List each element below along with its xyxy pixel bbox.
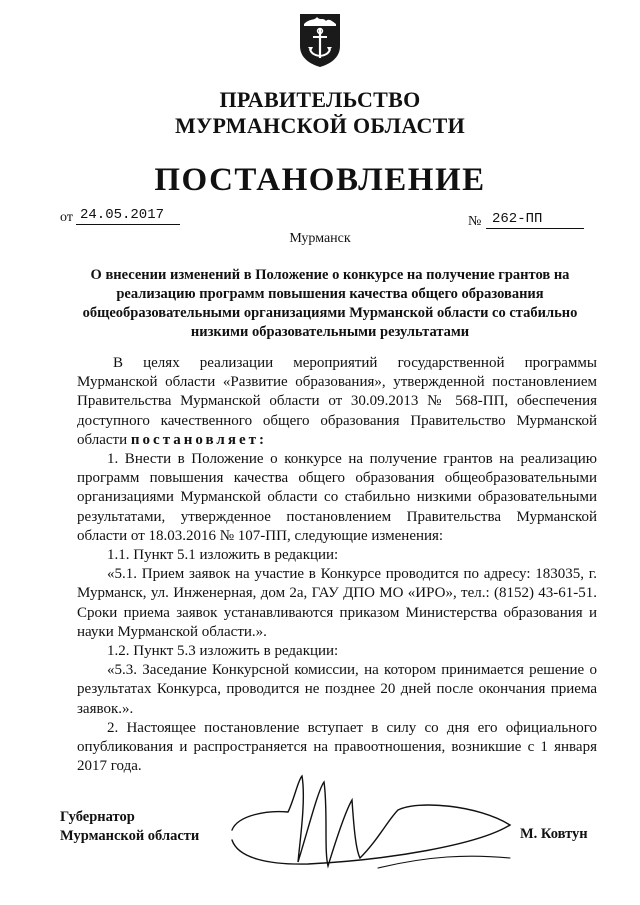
paragraph-1: 1. Внести в Положение о конкурсе на получение грантов на реализацию программ повышения качества общего образования общеобразовательными организациями Мурманской области со стабильно низкими образовательными результатами, утвержденное постановлением Правительства Мурманской области от 18.03.2016 № 107-ПП, следующие изменения: xyxy=(77,451,597,544)
document-subject: О внесении изменений в Положение о конкурсе на получение грантов на реализацию программ повышения качества общего образования общеобразовательными организациями Мурманской области со стабильно низкими образовательными результатами xyxy=(82,267,578,340)
paragraph-1-1: 1.1. Пункт 5.1 изложить в редакции: xyxy=(107,547,339,564)
number-prefix: № xyxy=(468,214,482,229)
signatory-title-line2: Мурманской области xyxy=(60,828,200,844)
paragraph-preamble xyxy=(77,354,597,450)
city: Мурманск xyxy=(289,231,351,246)
date-prefix: от xyxy=(60,210,73,225)
paragraph-5-3-text: «5.3. Заседание Конкурсной комиссии, на котором принимается решение о результатах Конкурса, проводится не позднее 20 дней после окончания приема заявок.». xyxy=(77,662,597,717)
signatory-name: М. Ковтун xyxy=(520,826,588,842)
document-number: 262-ПП xyxy=(486,210,584,229)
document-type-title: ПОСТАНОВЛЕНИЕ xyxy=(154,162,486,198)
preamble-text: В целях реализации мероприятий государственной программы Мурманской области «Развитие образования», утвержденной постановлением Правительства Мурманской области от 30.09.2013 № 568-ПП, обеспечения доступного качественного общего образования Правительство Мурманской области xyxy=(77,355,597,448)
signatory-title xyxy=(60,808,199,846)
handwritten-signature xyxy=(228,770,518,880)
document-body xyxy=(77,354,597,776)
org-name-line2: МУРМАНСКОЙ ОБЛАСТИ xyxy=(174,113,466,138)
signatory-title-line1: Губернатор xyxy=(60,809,135,825)
paragraph-5-1-text: «5.1. Прием заявок на участие в Конкурсе проводится по адресу: 183035, г. Мурманск, ул. Инженерная, дом 2а, ГАУ ДПО МО «ИРО», тел.: (8152) 43-61-51. Сроки приема заявок устанавливаются приказом Министерства образования и науки Мурманской области.». xyxy=(77,566,597,640)
paragraph-1-2: 1.2. Пункт 5.3 изложить в редакции: xyxy=(107,643,339,660)
paragraph-2: 2. Настоящее постановление вступает в силу со дня его официального опубликования и распространяется на правоотношения, возникшие с 1 января 2017 года. xyxy=(77,719,597,775)
preamble-verb: постановляет: xyxy=(130,431,267,448)
document-date: 24.05.2017 xyxy=(76,206,180,225)
org-name-line1: ПРАВИТЕЛЬСТВО xyxy=(219,87,421,112)
coat-of-arms-icon xyxy=(298,12,342,68)
